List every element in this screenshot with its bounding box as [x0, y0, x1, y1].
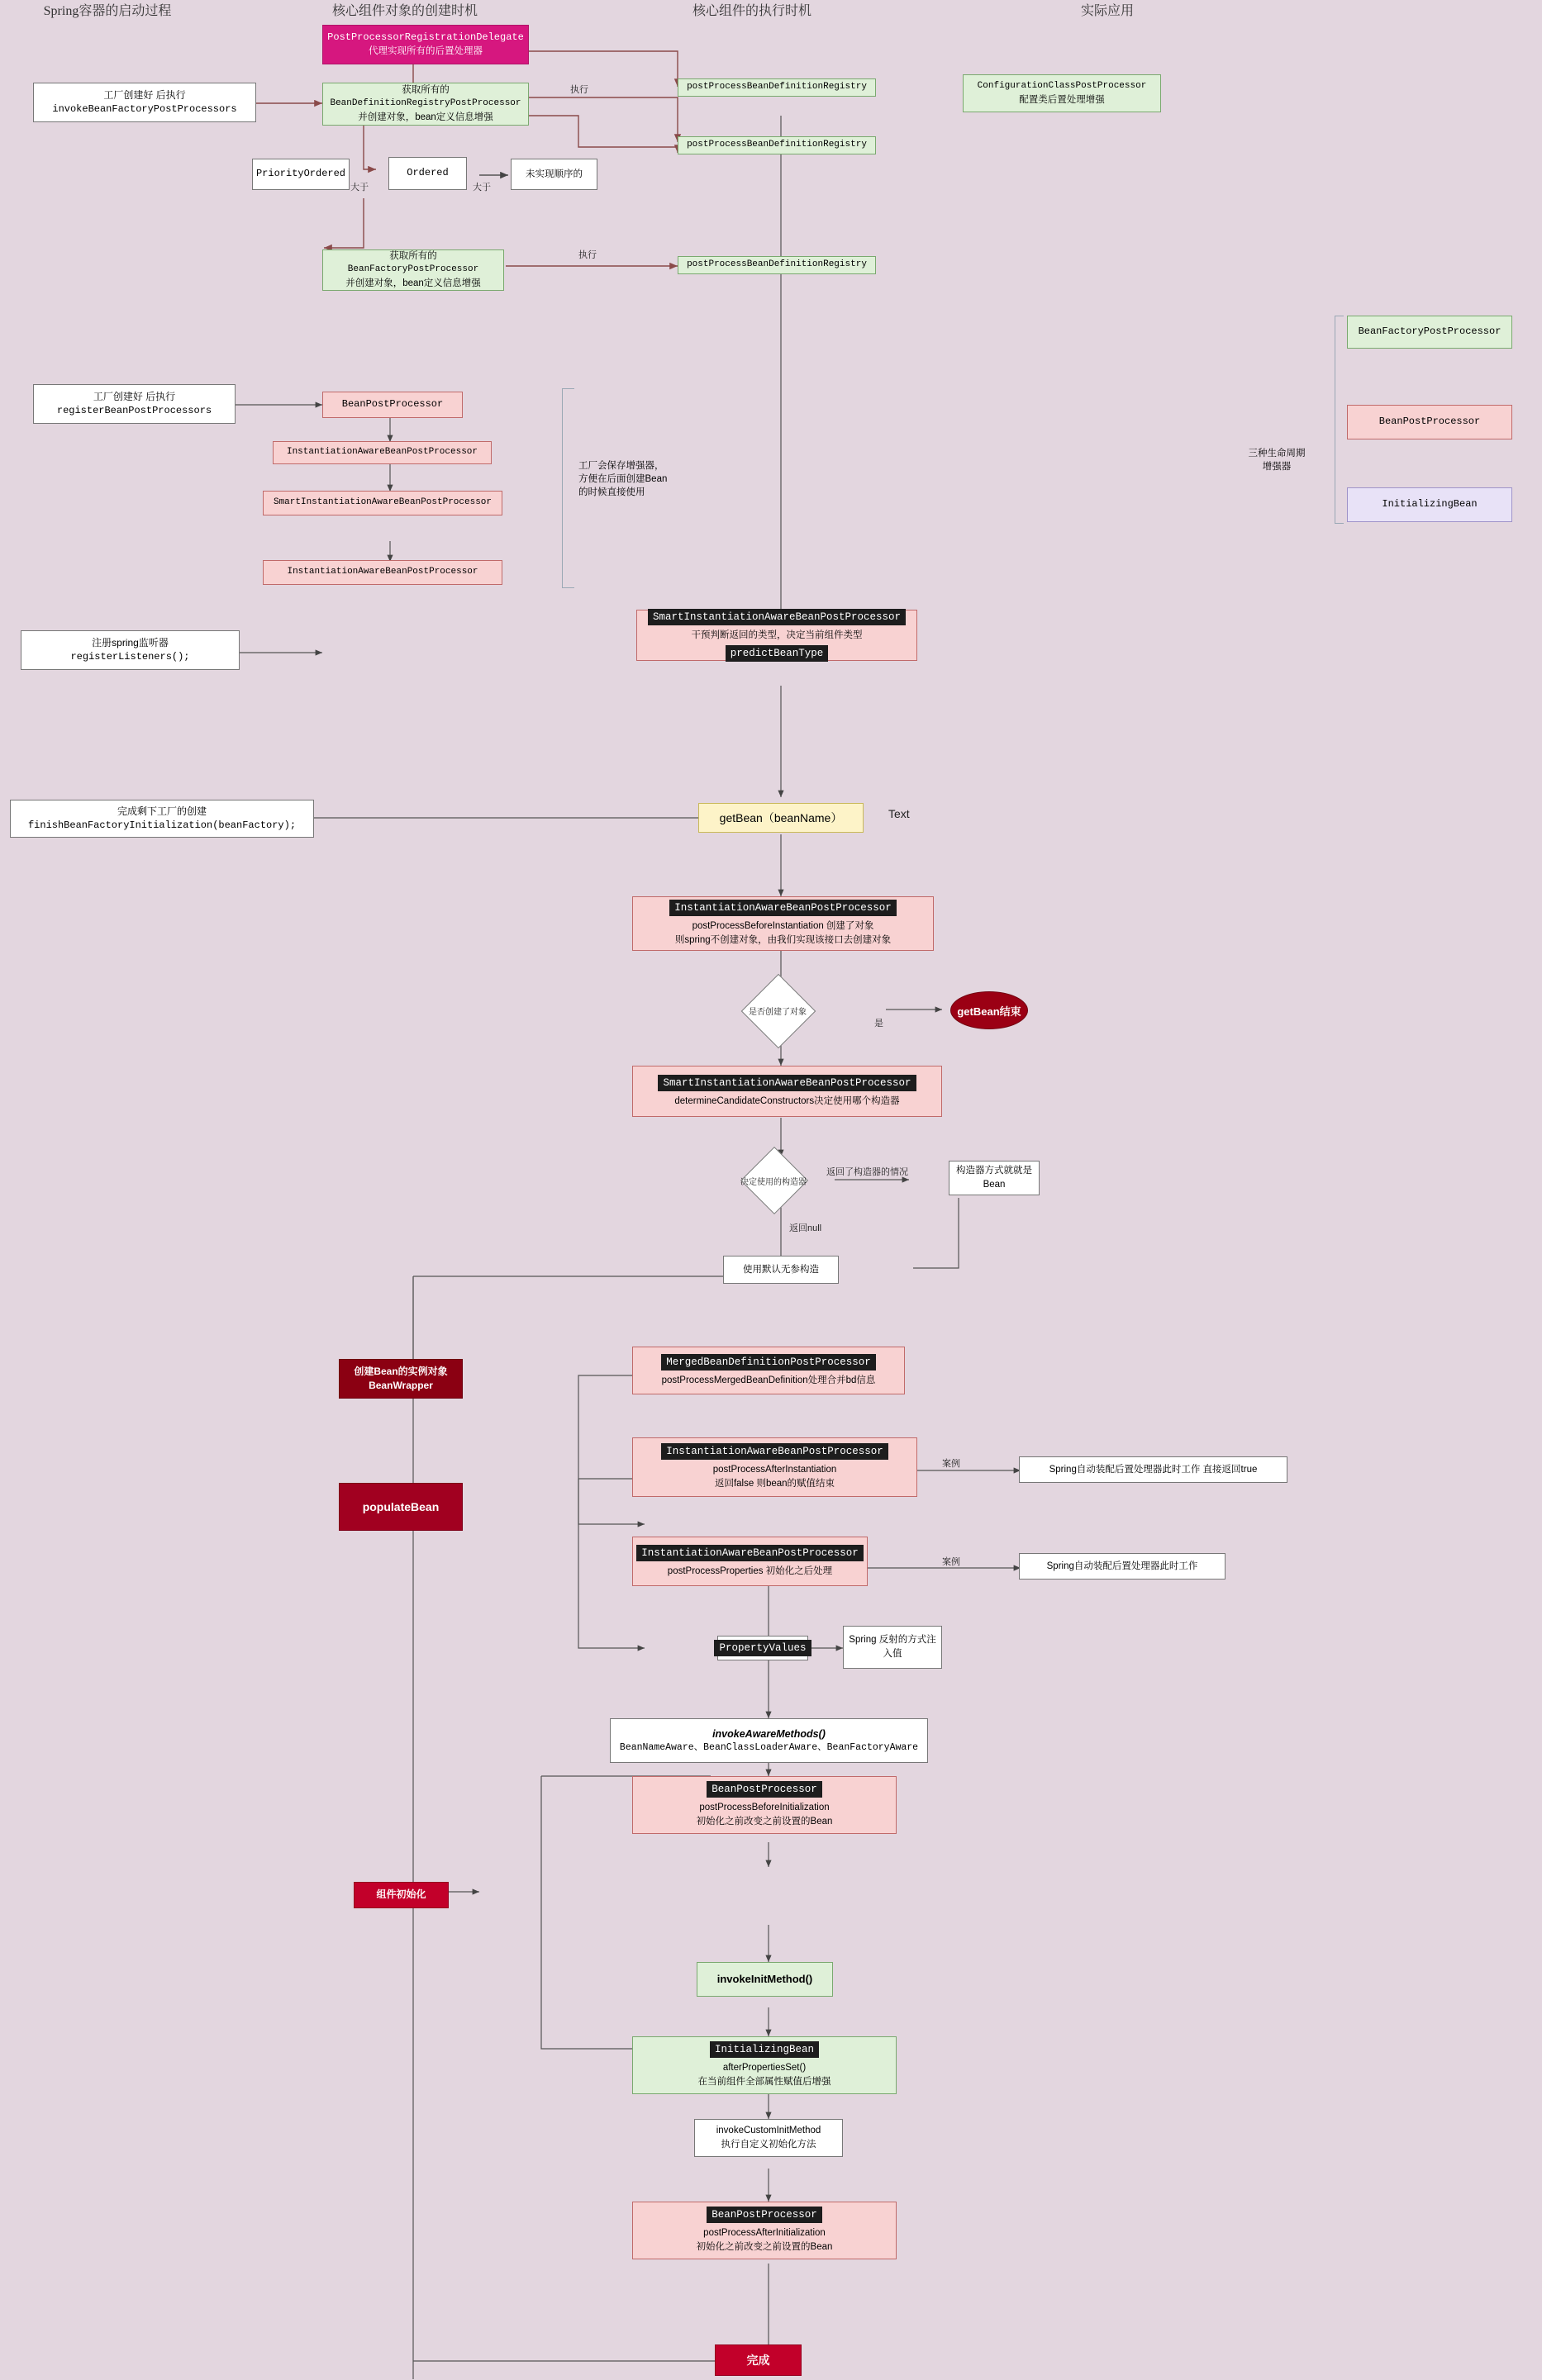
note-factory-keeps-processors	[578, 458, 727, 498]
note-line1: 工厂会保存增强器，	[578, 461, 664, 471]
label-line1: postProcessAfterInstantiation	[712, 1465, 837, 1475]
label: PropertyValues	[714, 1640, 811, 1656]
node-header: SmartInstantiationAwareBeanPostProcessor	[658, 1075, 916, 1091]
note-line2: 增强器	[1262, 462, 1292, 472]
label: SmartInstantiationAwareBeanPostProcessor	[273, 497, 493, 508]
edge-label-exec-1: 执行	[570, 85, 588, 95]
label-line3: 并创建对象，bean定义信息增强	[358, 112, 493, 122]
label-line1: 工厂创建好 后执行	[103, 88, 186, 101]
label-line2: 执行自定义初始化方法	[721, 2140, 816, 2150]
node-invoke-bean-factory-post-processors[interactable]	[33, 83, 256, 122]
label-line2: BeanWrapper	[369, 1380, 433, 1391]
label-line1: 干预判断返回的类型，决定当前组件类型	[691, 629, 863, 640]
label-line2: 入值	[883, 1649, 902, 1659]
label-line1: 注册spring监听器	[92, 636, 169, 648]
node-get-bean[interactable]	[698, 803, 864, 833]
note-line3: 的时候直接使用	[578, 487, 645, 497]
node-header: SmartInstantiationAwareBeanPostProcessor	[648, 609, 906, 625]
node-initializing-bean-right[interactable]	[1347, 487, 1512, 522]
node-instantiation-aware-bean-post-processor-1[interactable]	[273, 441, 492, 464]
label: 构造器方式就就是Bean	[956, 1166, 1032, 1190]
label-line1: determineCandidateConstructors决定使用哪个构造器	[674, 1095, 900, 1106]
node-post-processor-registration-delegate[interactable]	[322, 25, 529, 64]
label-line2: 初始化之前改变之前设置的Bean	[696, 2242, 833, 2253]
label: getBean（beanName）	[719, 810, 843, 824]
label-line1: invokeCustomInitMethod	[716, 2126, 821, 2136]
node-register-listeners[interactable]	[21, 630, 240, 670]
node-finish-bean-factory-initialization[interactable]	[10, 800, 314, 838]
node-post-process-properties[interactable]	[632, 1537, 868, 1586]
node-property-values[interactable]	[717, 1636, 808, 1660]
label-line1: postProcessAfterInitialization	[703, 2228, 826, 2239]
node-post-process-bean-definition-registry-1[interactable]	[678, 78, 876, 97]
note-three-lifecycle-enhancers	[1223, 446, 1330, 473]
column-title-3: 实际应用	[1080, 4, 1134, 18]
edge-label-case-1: 案例	[942, 1459, 960, 1469]
label-line1: 完成剩下工厂的创建	[117, 805, 207, 817]
node-bean-post-processor[interactable]	[322, 392, 463, 418]
label-line2: 初始化之前改变之前设置的Bean	[696, 1817, 833, 1827]
label-class: PostProcessorRegistrationDelegate	[327, 31, 524, 43]
label: getBean结束	[957, 1005, 1021, 1018]
edge-label-exec-2: 执行	[578, 250, 597, 260]
label-line1: postProcessMergedBeanDefinition处理合并bd信息	[661, 1375, 876, 1385]
label: PriorityOrdered	[255, 168, 346, 180]
node-post-process-before-initialization[interactable]	[632, 1776, 897, 1834]
label: populateBean	[362, 1499, 440, 1513]
label-line1: postProcessBeforeInitialization	[699, 1803, 830, 1813]
label: Spring自动装配后置处理器此时工作	[1046, 1561, 1198, 1571]
node-case-note-1[interactable]	[1019, 1456, 1287, 1483]
edge-label-yes: 是	[874, 1019, 883, 1028]
node-header: InstantiationAwareBeanPostProcessor	[636, 1545, 864, 1561]
node-header: BeanPostProcessor	[707, 2207, 822, 2223]
label-line2: 在当前组件全部属性赋值后增强	[697, 2077, 831, 2088]
node-component-init[interactable]	[354, 1882, 449, 1908]
label: InstantiationAwareBeanPostProcessor	[287, 567, 478, 577]
label: Ordered	[407, 167, 449, 179]
label: 使用默认无参构造	[743, 1264, 819, 1275]
label: postProcessBeanDefinitionRegistry	[687, 82, 867, 93]
note-line1: 三种生命周期	[1248, 449, 1306, 458]
label-line1: postProcessProperties 初始化之后处理	[667, 1565, 833, 1576]
lifecycle-brace	[1335, 316, 1344, 524]
label: InstantiationAwareBeanPostProcessor	[286, 447, 478, 458]
node-header: InstantiationAwareBeanPostProcessor	[669, 900, 897, 916]
node-get-bean-factory-post-processors[interactable]	[322, 249, 504, 291]
node-populate-bean[interactable]	[339, 1483, 463, 1531]
label: BeanPostProcessor	[341, 398, 444, 411]
label-line1: 创建Bean的实例对象	[354, 1365, 448, 1377]
label-line1: invokeAwareMethods()	[712, 1727, 826, 1740]
label-line2: registerListeners();	[70, 651, 190, 663]
node-predict-bean-type[interactable]	[636, 610, 917, 661]
label: postProcessBeanDefinitionRegistry	[687, 140, 867, 150]
label-line1: afterPropertiesSet()	[722, 2063, 807, 2074]
node-get-bean-definition-registry-post-processors[interactable]	[322, 83, 529, 126]
label: BeanFactoryPostProcessor	[1358, 325, 1502, 338]
node-invoke-init-method[interactable]	[697, 1962, 833, 1997]
label-desc: 代理实现所有的后置处理器	[369, 46, 483, 57]
edge-label-return-null: 返回null	[789, 1223, 822, 1233]
label: 组件初始化	[376, 1888, 426, 1901]
label-line2: 则spring不创建对象，由我们实现该接口去创建对象	[674, 935, 892, 946]
label: 完成	[746, 2353, 770, 2367]
node-instantiation-aware-bean-post-processor-2[interactable]	[263, 560, 502, 585]
note-line2: 方便在后面创建Bean	[578, 474, 668, 484]
node-case-note-2[interactable]	[1019, 1553, 1226, 1580]
node-reflection-note[interactable]	[843, 1626, 942, 1669]
node-default-constructor[interactable]	[723, 1256, 839, 1284]
column-title-1: 核心组件对象的创建时机	[331, 4, 478, 18]
node-invoke-custom-init-method[interactable]	[694, 2119, 843, 2157]
label-line2: BeanFactoryPostProcessor	[347, 264, 479, 275]
node-header: MergedBeanDefinitionPostProcessor	[661, 1354, 876, 1371]
label-line2: BeanNameAware、BeanClassLoaderAware、BeanFactoryAware	[619, 1741, 919, 1753]
edge-label-case-2: 案例	[942, 1557, 960, 1567]
label-line1: Spring 反射的方式注	[849, 1635, 936, 1646]
node-post-process-bean-definition-registry-3[interactable]	[678, 256, 876, 274]
node-merged-bean-definition-post-processor[interactable]	[632, 1347, 905, 1394]
label-line2: BeanDefinitionRegistryPostProcessor	[330, 98, 521, 109]
node-post-process-bean-definition-registry-2[interactable]	[678, 136, 876, 154]
brace-bracket	[562, 388, 574, 588]
node-done[interactable]	[715, 2344, 802, 2376]
node-determine-candidate-constructors[interactable]	[632, 1066, 942, 1117]
label-line2: invokeBeanFactoryPostProcessors	[52, 103, 237, 115]
node-configuration-class-post-processor[interactable]	[963, 74, 1161, 112]
label: BeanPostProcessor	[1378, 416, 1481, 428]
label-line2: finishBeanFactoryInitialization(beanFactory);	[27, 819, 297, 831]
node-post-process-after-instantiation[interactable]	[632, 1437, 917, 1497]
label-line2: registerBeanPostProcessors	[56, 405, 212, 416]
node-get-bean-end[interactable]	[950, 991, 1028, 1029]
label: InitializingBean	[1382, 498, 1478, 511]
node-create-bean-wrapper[interactable]	[339, 1359, 463, 1399]
label: postProcessBeanDefinitionRegistry	[687, 259, 867, 270]
label-text: Text	[888, 807, 910, 820]
node-register-bean-post-processors[interactable]	[33, 384, 236, 424]
node-bean-factory-post-processor-right[interactable]	[1347, 316, 1512, 349]
node-post-process-after-initialization[interactable]	[632, 2202, 897, 2259]
node-bean-post-processor-right[interactable]	[1347, 405, 1512, 439]
label: 未实现顺序的	[526, 169, 583, 179]
label: Spring自动装配后置处理器此时工作 直接返回true	[1049, 1464, 1258, 1475]
decision-which-constructor-label: 决定使用的构造器	[740, 1178, 807, 1187]
node-header: InstantiationAwareBeanPostProcessor	[661, 1443, 888, 1460]
node-header: BeanPostProcessor	[707, 1781, 822, 1798]
label-line1: 工厂创建好 后执行	[93, 390, 176, 402]
column-title-2: 核心组件的执行时机	[692, 4, 811, 18]
label-line2: 返回false 则bean的赋值结束	[714, 1479, 835, 1489]
node-post-process-before-instantiation[interactable]	[632, 896, 934, 951]
node-header: InitializingBean	[710, 2041, 819, 2058]
decision-object-created-label: 是否创建了对象	[749, 1008, 807, 1017]
node-constructor-create-bean[interactable]	[949, 1161, 1040, 1195]
node-no-order[interactable]	[511, 159, 597, 190]
node-smart-instantiation-aware-bean-post-processor-1[interactable]	[263, 491, 502, 515]
column-title-0: Spring容器的启动过程	[43, 4, 172, 18]
edge-label-return-constructor: 返回了构造器的情况	[826, 1167, 908, 1177]
label-line3: 并创建对象，bean定义信息增强	[345, 278, 481, 288]
node-footer: predictBeanType	[726, 645, 829, 662]
edge-label-greater-than-2: 大于	[473, 183, 491, 192]
label-line1: 获取所有的	[402, 85, 450, 96]
edge-label-greater-than-1: 大于	[350, 183, 369, 192]
node-initializing-bean[interactable]	[632, 2036, 897, 2094]
label-line1: postProcessBeforeInstantiation 创建了对象	[692, 921, 874, 932]
label-line1: ConfigurationClassPostProcessor	[977, 80, 1147, 91]
node-priority-ordered[interactable]	[252, 159, 350, 190]
label-line2: 配置类后置处理增强	[1019, 94, 1105, 105]
label: invokeInitMethod()	[716, 1972, 813, 1985]
node-invoke-aware-methods[interactable]	[610, 1718, 928, 1763]
node-ordered[interactable]	[388, 157, 467, 190]
label-line1: 获取所有的	[389, 251, 437, 262]
